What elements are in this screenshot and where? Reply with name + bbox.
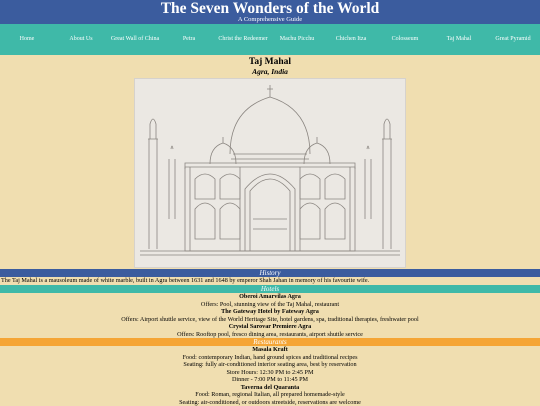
nav-christ-redeemer[interactable]: Christ the Redeemer: [216, 36, 270, 43]
nav-great-wall[interactable]: Great Wall of China: [108, 36, 162, 43]
hotel-offers: Offers: Airport shuttle service, view of the World Heritage Site, hotel gardens, spa, traditional therapies, freshwater pool: [0, 316, 540, 324]
nav-petra[interactable]: Petra: [162, 36, 216, 43]
site-header: [0, 0, 540, 24]
restaurant-name: Taverna del Quaranta: [0, 384, 540, 392]
restaurants-heading: Restaurants: [0, 338, 540, 346]
nav-about-us[interactable]: About Us: [54, 36, 108, 43]
nav-chichen-itza[interactable]: Chichen Itza: [324, 36, 378, 43]
taj-mahal-sketch-image: [134, 78, 406, 268]
place-title: Taj Mahal: [0, 57, 540, 67]
nav-taj-mahal[interactable]: Taj Mahal: [432, 36, 486, 43]
nav-home[interactable]: Home: [0, 36, 54, 43]
restaurant-name: Masala Kraft: [0, 346, 540, 354]
restaurant-seating: Seating: air-conditioned, or outdoors streetside, reservations are welcome: [0, 399, 540, 406]
nav-colosseum[interactable]: Colosseum: [378, 36, 432, 43]
hotel-name: Crystal Sarovar Premiere Agra: [0, 323, 540, 331]
site-subtitle: A Comprehensive Guide: [0, 17, 540, 23]
place-location: Agra, India: [0, 67, 540, 76]
hotel-name: Oberoi Amarvilas Agra: [0, 293, 540, 301]
main-nav: [0, 24, 540, 55]
hotel-offers: Offers: Rooftop pool, fresco dining area, restaurants, airport shuttle service: [0, 331, 540, 339]
restaurant-hours: Store Hours: 12:30 PM to 2:45 PM: [0, 369, 540, 377]
nav-machu-picchu[interactable]: Machu Picchu: [270, 36, 324, 43]
restaurants-list: [0, 346, 540, 406]
nav-great-pyramid[interactable]: Great Pyramid: [486, 36, 540, 43]
history-heading: History: [0, 269, 540, 277]
restaurant-food: Food: contemporary Indian, hand ground spices and traditional recipes: [0, 354, 540, 362]
taj-mahal-sketch-icon: [135, 79, 405, 267]
history-text: The Taj Mahal is a mausoleum made of white marble, built in Agra between 1631 and 1648 by emperor Shah Jahan in memory of his favourite wife.: [0, 277, 540, 285]
hotel-name: The Gateway Hotel by Fateway Agra: [0, 308, 540, 316]
hotel-offers: Offers: Pool, stunning view of the Taj Mahal, restaurant: [0, 301, 540, 309]
restaurant-food: Food: Roman, regional Italian, all prepared homemade-style: [0, 391, 540, 399]
restaurant-dinner: Dinner - 7:00 PM to 11:45 PM: [0, 376, 540, 384]
restaurant-seating: Seating: fully air-conditioned interior seating area, best by reservation: [0, 361, 540, 369]
site-title: The Seven Wonders of the World: [0, 0, 540, 17]
hotels-list: [0, 293, 540, 338]
hotels-heading: Hotels: [0, 285, 540, 293]
